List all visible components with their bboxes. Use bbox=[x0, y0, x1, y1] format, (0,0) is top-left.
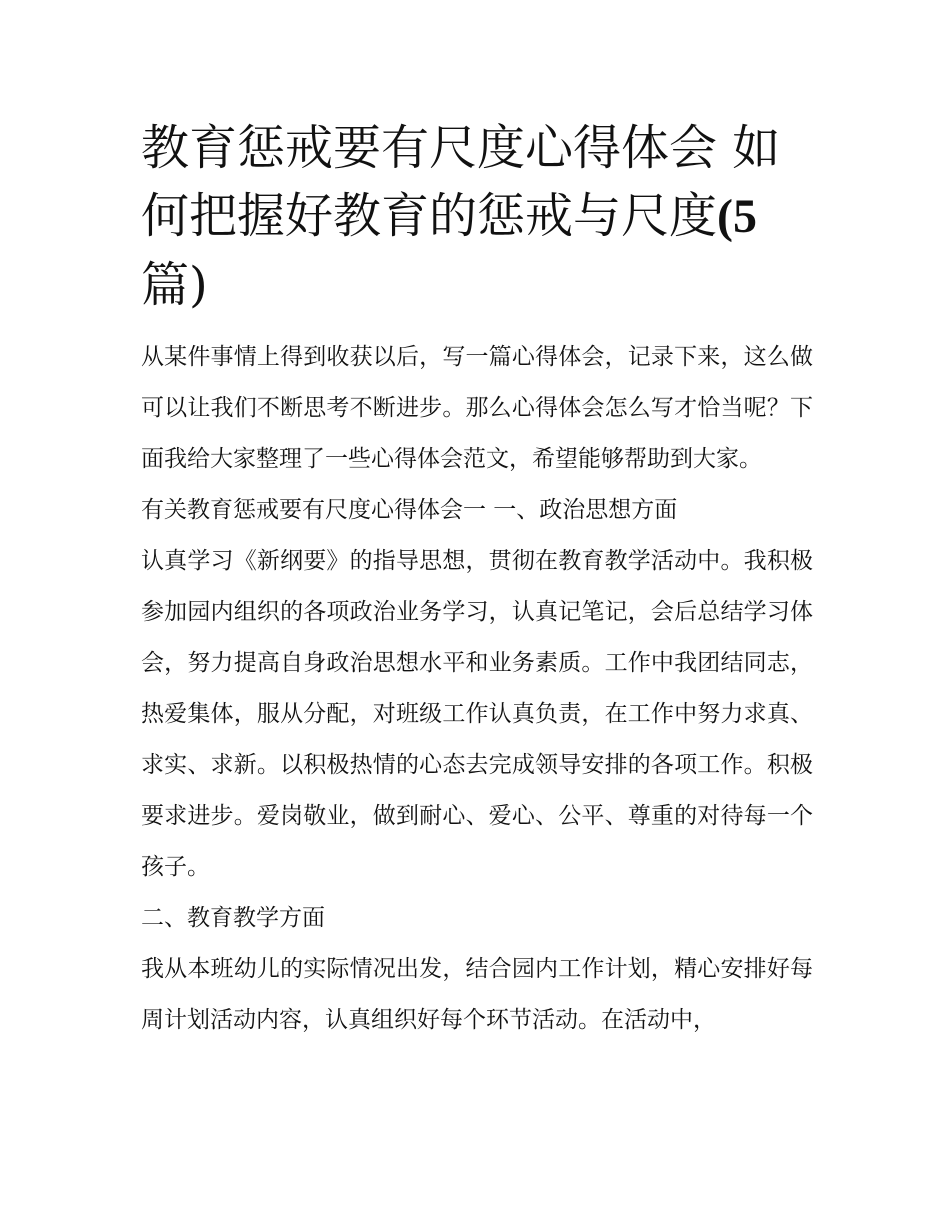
document-body bbox=[141, 114, 813, 1046]
title-main: 教育惩戒要有尺度心得体会 如何把握好教育的惩戒与尺度 bbox=[141, 120, 781, 244]
intro-paragraph: 从某件事情上得到收获以后，写一篇心得体会，记录下来，这么做可以让我们不断思考不断进步。那么心得体会怎么写才恰当呢？下面我给大家整理了一些心得体会范文，希望能够帮助到大家。 bbox=[141, 344, 813, 472]
section-heading-teaching: 二、教育教学方面 bbox=[141, 905, 325, 931]
teaching-paragraph: 我从本班幼儿的实际情况出发，结合园内工作计划，精心安排好每周计划活动内容，认真组织好每个环节活动。在活动中， bbox=[141, 956, 813, 1033]
section-heading-politics: 有关教育惩戒要有尺度心得体会一 一、政治思想方面 bbox=[141, 497, 678, 523]
politics-paragraph: 认真学习《新纲要》的指导思想，贯彻在教育教学活动中。我积极参加园内组织的各项政治业务学习，认真记笔记，会后总结学习体会，努力提高自身政治思想水平和业务素质。工作中我团结同志，热爱集体，服从分配，对班级工作认真负责，在工作中努力求真、求实、求新。以积极热情的心态去完成领导安排的各项工作。积极要求进步。爱岗敬业，做到耐心、爱心、公平、尊重的对待每一个孩子。 bbox=[141, 548, 813, 880]
title-end: 篇) bbox=[141, 257, 208, 313]
document-title bbox=[141, 114, 813, 319]
title-suffix: (5 bbox=[717, 190, 757, 243]
